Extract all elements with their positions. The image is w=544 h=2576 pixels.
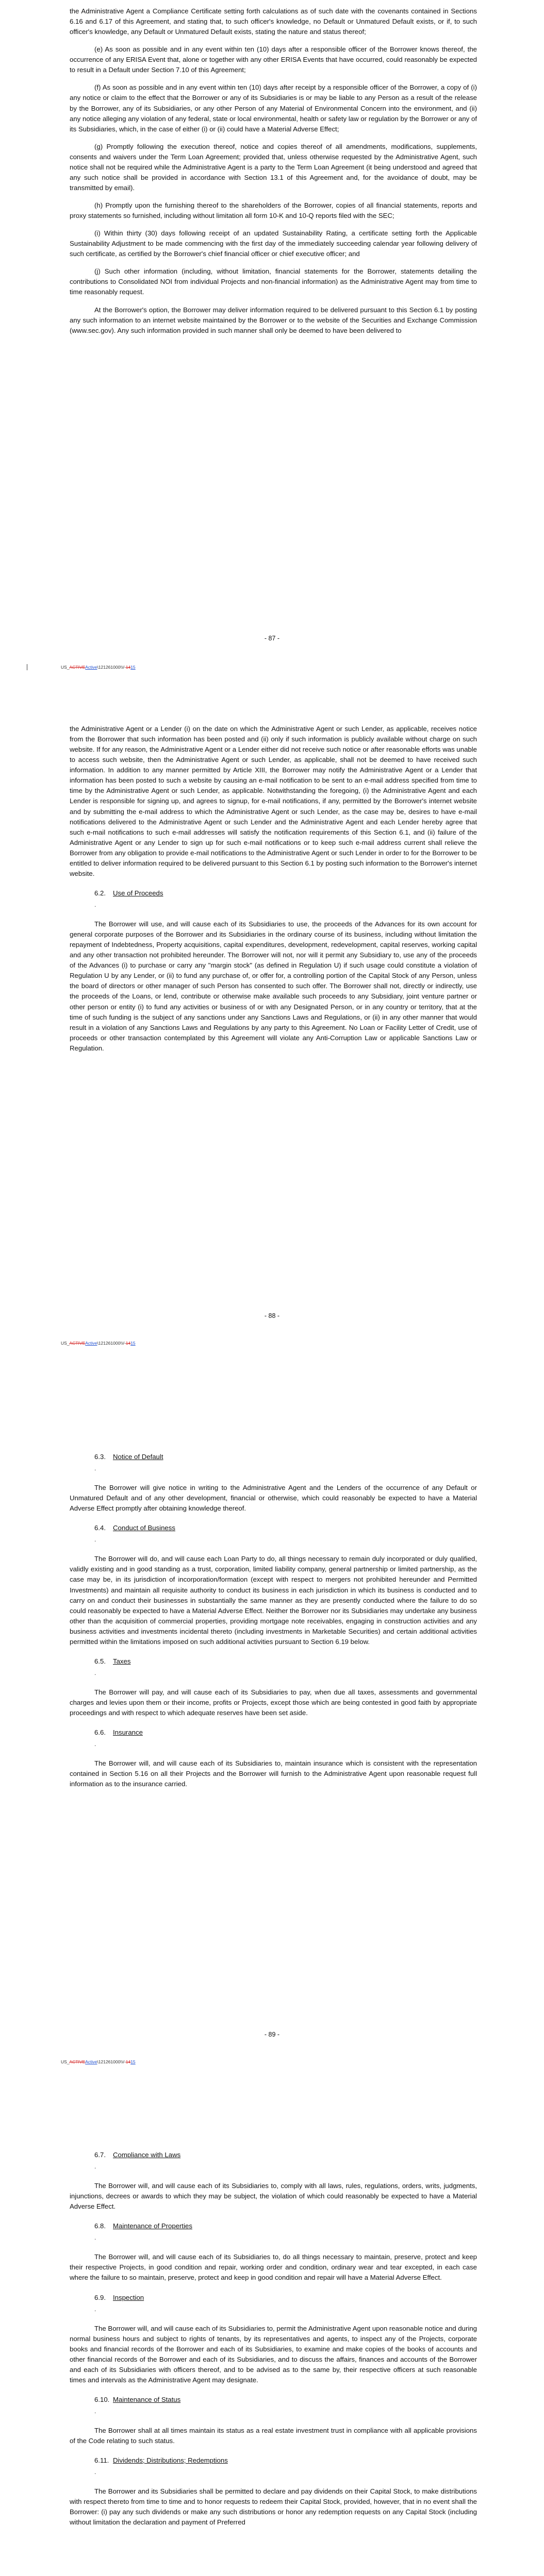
section-heading xyxy=(70,2293,477,2303)
section-heading xyxy=(70,2221,477,2231)
section-body: The Borrower will, and will cause each of its Subsidiaries to, maintain insurance which is consistent with the representation contained in Section 5.16 on all their Projects and the Borrower will furnish to the Administrative Agent upon reasonable request full information as to the insurance carried. xyxy=(70,1759,477,1788)
page-number: - 89 - xyxy=(264,2031,280,2038)
section-heading xyxy=(70,1452,477,1462)
section-heading xyxy=(70,2395,477,2405)
page-87-content xyxy=(70,6,477,343)
section-heading xyxy=(70,1727,477,1738)
page-90 xyxy=(0,2110,544,2576)
section-body: The Borrower will, and will cause each of its Subsidiaries to, do all things necessary to maintain, preserve, protect and keep their respective Projects, in good condition and repair, working order and condition, ordinary wear and tear excepted, in each case where the failure to so maintain, preserve, protect and keep in good condition and repair will have a Material Adverse Effect. xyxy=(70,2253,477,2282)
section-number: 6.6. xyxy=(94,1728,106,1737)
section-body: The Borrower will do, and will cause each Loan Party to do, all things necessary to remain duly incorporated or duly qualified, validly existing and in good standing as a trust, corporation, limited liability company, general partnership or limited partnership, as the case may be, in its jurisdiction of incorporation/formation (except with respect to mergers not prohibited hereunder and Permitted Investments) and maintain all requisite authority to conduct its business in each jurisdiction in which its business is conducted and to carry on and conduct their businesses in substantially the same manner as they are presently conducted where the failure to do so could reasonably be expected to have a Material Adverse Effect. Neither the Borrower nor its Subsidiaries may undertake any business other than the acquisition of commercial properties, providing mortgage note receivables, engaging in construction activities and any business activities and investments incidental thereto (including investments in Marketable Securities) and certain additional activities permitted within the limitations imposed on such additional activities pursuant to Section 6.19 below. xyxy=(70,1555,477,1646)
section-heading xyxy=(70,1656,477,1667)
section-number: 6.9. xyxy=(94,2293,106,2301)
section-title: Insurance xyxy=(113,1728,143,1737)
footer-deleted-version: 14 xyxy=(125,665,131,670)
document-id-footer xyxy=(61,665,136,670)
dot-marker: . xyxy=(94,2468,96,2476)
footer-deleted: ACTIVE xyxy=(69,1341,86,1346)
page-90-content xyxy=(70,2141,477,2535)
section-number: 6.4. xyxy=(94,1524,106,1532)
footer-inserted: Active xyxy=(85,1341,97,1346)
clause-e: (e) As soon as possible and in any event within ten (10) days after a responsible officer of the Borrower knows thereof, the occurrence of any ERISA Event that, alone or together with any other ERISA Events that have occurred, could reasonably be expected to result in a Default under Section 7.10 of this Agreement; xyxy=(70,45,477,74)
clause-h: (h) Promptly upon the furnishing thereof to the shareholders of the Borrower, copies of all financial statements, reports and proxy statements so furnished, including without limitation all form 10-K and 10-Q reports filed with the SEC; xyxy=(70,201,477,220)
page-number: - 87 - xyxy=(264,635,280,642)
continued-paragraph: the Administrative Agent a Compliance Certificate setting forth calculations as of such date with the covenants contained in Sections 6.16 and 6.17 of this Agreement, and stating that, to such officer's knowledge, no Default or Unmatured Default exists, or if, to such officer's knowledge, any Default or Unmatured Default exists, stating the nature and status thereof; xyxy=(70,7,477,36)
footer-deleted: ACTIVE xyxy=(69,2059,86,2064)
footer-inserted-version: 15 xyxy=(130,2059,136,2064)
clause-f: (f) As soon as possible and in any event within ten (10) days after receipt by a responsible officer of the Borrower, a copy of (i) any notice or claim to the effect that the Borrower or any of its Subsidiaries is or may be liable to any Person as a result of the release by the Borrower, any of its Subsidiaries, or any other Person of any Material of Environmental Concern into the environment, and (ii) any notice alleging any violation of any federal, state or local environmental, health or safety law or regulation by the Borrower or any of its Subsidiaries, which, in the case of either (i) or (ii) could have a Material Adverse Effect; xyxy=(70,83,477,133)
dot-marker: . xyxy=(94,1465,96,1472)
section-body: The Borrower and its Subsidiaries shall be permitted to declare and pay dividends on their Capital Stock, to make distributions with respect thereto from time to time and to honor requests to redeem their Capital Stock, provided, however, that in no event shall the Borrower: (i) pay any such dividends or make any such distributions or honor any redemption requests on any Capital Stock (including without limitation the declaration and payment of Preferred xyxy=(70,2487,477,2527)
section-number: 6.7. xyxy=(94,2151,106,2159)
footer-suffix: \121261000\V- xyxy=(97,1341,126,1346)
closing-paragraph: At the Borrower's option, the Borrower may deliver information required to be delivered pursuant to this Section 6.1 by posting any such information to an internet website maintained by the Borrower or to the website of the Securities and Exchange Commission (www.sec.gov). Any such information provided in such manner shall only be deemed to have been delivered to xyxy=(70,306,477,334)
section-body: The Borrower will use, and will cause each of its Subsidiaries to use, the proceeds of the Advances for its own account for general corporate purposes of the Borrower and its Subsidiaries in the ordinary course of its business, including without limitation the repayment of Indebtedness, Property acquisitions, capital expenditures, development, redevelopment, capital reserves, working capital and any other transaction not prohibited hereunder. The Borrower will not, nor will it permit any Subsidiary to, use any of the proceeds of the Advances (i) to purchase or carry any "margin stock" (as defined in Regulation U) if such usage could constitute a violation of Regulation U by any Lender, or (ii) to fund any purchase of, or offer for, a controlling portion of the Capital Stock of any Person, unless the board of directors or other manager of such Person has consented to such offer. The Borrower shall not, directly or indirectly, use the proceeds of the Loans, or lend, contribute or otherwise make available such proceeds to any Subsidiary, joint venture partner or other person or entity (i) to fund any activities or business of or with any Designated Person, or in any country or territory, that at the time of such funding is the subject of any sanctions under any Sanctions Laws and Regulations, or (ii) in any other manner that would result in a violation of any Sanctions Laws and Regulations by any party to this Agreement. No Loan or Facility Letter of Credit, use of proceeds or other transaction contemplated by this Agreement will violate any Anti-Corruption Law or applicable Sanctions Law or Regulation. xyxy=(70,920,477,1052)
section-body: The Borrower will, and will cause each of its Subsidiaries to, permit the Administrative Agent upon reasonable notice and during normal business hours and subject to rights of tenants, by its representatives and agents, to inspect any of the Projects, corporate books and financial records of the Borrower and each of its Subsidiaries, to examine and make copies of the books of accounts and other financial records of the Borrower and each of its Subsidiaries, and to discuss the affairs, finances and accounts of the Borrower and each of its Subsidiaries with officers thereof, and to be advised as to the same by, their respective officers at such reasonable times and intervals as the Administrative Agent may designate. xyxy=(70,2324,477,2384)
dot-marker: . xyxy=(94,1740,96,1748)
section-title: Dividends; Distributions; Redemptions xyxy=(113,2456,228,2465)
page-89-content xyxy=(70,1443,477,1797)
document-id-footer xyxy=(61,1341,136,1346)
footer-inserted: Active xyxy=(85,2059,97,2064)
section-body: The Borrower will give notice in writing to the Administrative Agent and the Lenders of the occurrence of any Default or Unmatured Default and of any other development, financial or otherwise, which could reasonably be expected to have a Material Adverse Effect promptly after obtaining knowledge thereof. xyxy=(70,1484,477,1513)
section-title: Maintenance of Properties xyxy=(113,2222,192,2230)
footer-prefix: US_ xyxy=(61,1341,70,1346)
clause-g: (g) Promptly following the execution thereof, notice and copies thereof of all amendments, modifications, supplements, consents and waivers under the Term Loan Agreement; provided that, unless otherwise requested by the Administrative Agent, such notice shall not be required while the Administrative Agent is a party to the Term Loan Agreement (it being understood and agreed that any such notice shall be provided in accordance with Section 13.1 of this Agreement and, for the avoidance of doubt, may be transmitted by email). xyxy=(70,142,477,192)
footer-suffix: \121261000\V- xyxy=(97,665,126,670)
dot-marker: . xyxy=(94,901,96,908)
section-body: The Borrower will, and will cause each of its Subsidiaries to, comply with all laws, rules, regulations, orders, writs, judgments, injunctions, decrees or awards to which they may be subject, the violation of which could reasonably be expected to have a Material Adverse Effect. xyxy=(70,2182,477,2211)
section-number: 6.5. xyxy=(94,1657,106,1665)
section-title: Notice of Default xyxy=(113,1453,163,1461)
section-title: Use of Proceeds xyxy=(113,889,163,897)
page-87 xyxy=(0,0,544,703)
section-title: Maintenance of Status xyxy=(113,2395,181,2403)
section-body: The Borrower will pay, and will cause each of its Subsidiaries to pay, when due all taxes, assessments and governmental charges and levies upon them or their income, profits or Projects, except those which are being contested in good faith by appropriate proceedings and with respect to which adequate reserves have been set aside. xyxy=(70,1688,477,1717)
dot-marker: . xyxy=(94,2163,96,2171)
continued-paragraph: the Administrative Agent or a Lender (i) on the date on which the Administrative Agent or such Lender, as applicable, receives notice from the Borrower that such information has been posted and (ii) only if such information is publicly available without charge on such website. If for any reason, the Administrative Agent or a Lender either did not receive such notice or after reasonable efforts was unable to access such website, then the Administrative Agent or such Lender, as applicable, shall not be deemed to have received such information. In addition to any manner permitted by Article XIII, the Borrower may notify the Administrative Agent or a Lender that information has been posted to such a website by causing an e-mail notification to be sent to an e-mail address specified from time to time by the Administrative Agent or such Lender, as applicable. Notwithstanding the foregoing, (i) the Administrative Agent and each Lender is responsible for signing up, and agrees to signup, for e-mail notifications, if any, permitted by the Borrower's internet website and by submitting the e-mail address to which the Administrative Agent or such Lender, as the case may be, desires to have e-mail notifications delivered to the Administrative Agent or such Lender and the Administrative Agent and each Lender hereby agree that such e-mail notifications to such e-mail addresses will satisfy the notification requirements of this Section 6.1, and (ii) failure of the Administrative Agent or any Lender to sign up for such e-mail notifications or to keep such e-mail address current shall relieve the Borrower from any obligation to provide e-mail notifications to the Administrative Agent or such Lender in order to for the Borrower to be entitled to deliver information required to be delivered pursuant to this Section 6.1 by posting such information to the Borrower's internet website. xyxy=(70,725,477,877)
section-body: The Borrower shall at all times maintain its status as a real estate investment trust in compliance with all applicable provisions of the Code relating to such status. xyxy=(70,2427,477,2445)
dot-marker: . xyxy=(94,2234,96,2242)
section-number: 6.10. xyxy=(94,2395,110,2403)
footer-prefix: US_ xyxy=(61,665,70,670)
section-heading xyxy=(70,2455,477,2466)
section-heading xyxy=(70,2150,477,2160)
section-title: Taxes xyxy=(113,1657,131,1665)
clause-j: (j) Such other information (including, without limitation, financial statements for the Borrower, statements detailing the contributions to Consolidated NOI from individual Projects and non-financial information) as the Administrative Agent may from time to time reasonably request. xyxy=(70,267,477,296)
section-number: 6.3. xyxy=(94,1453,106,1461)
dot-marker: . xyxy=(94,2408,96,2415)
document-id-footer xyxy=(61,2060,136,2064)
page-88 xyxy=(0,703,544,1406)
page-89 xyxy=(0,1406,544,2110)
section-title: Compliance with Laws xyxy=(113,2151,181,2159)
footer-inserted-version: 15 xyxy=(130,665,136,670)
dot-marker: . xyxy=(94,1669,96,1676)
footer-deleted-version: 14 xyxy=(125,1341,131,1346)
section-heading xyxy=(70,1523,477,1533)
page-88-content xyxy=(70,724,477,1061)
section-number: 6.8. xyxy=(94,2222,106,2230)
clause-i: (i) Within thirty (30) days following receipt of an updated Sustainability Rating, a certificate setting forth the Applicable Sustainability Adjustment to be made commencing with the first day of the immediately succeeding calendar year following delivery of such certificate, as certified by the Borrower's chief financial officer or chief executive officer; and xyxy=(70,229,477,258)
dot-marker: . xyxy=(94,2305,96,2313)
section-number: 6.11. xyxy=(94,2456,109,2465)
section-heading xyxy=(70,888,477,899)
section-title: Inspection xyxy=(113,2293,144,2301)
section-title: Conduct of Business xyxy=(113,1524,175,1532)
section-number: 6.2. xyxy=(94,889,106,897)
footer-inserted: Active xyxy=(85,665,97,670)
footer-deleted: ACTIVE xyxy=(69,665,86,670)
footer-deleted-version: 14 xyxy=(125,2059,131,2064)
footer-suffix: \121261000\V- xyxy=(97,2059,126,2064)
page-number: - 88 - xyxy=(264,1312,280,1319)
footer-inserted-version: 15 xyxy=(130,1341,136,1346)
footer-prefix: US_ xyxy=(61,2059,70,2064)
dot-marker: . xyxy=(94,1536,96,1544)
